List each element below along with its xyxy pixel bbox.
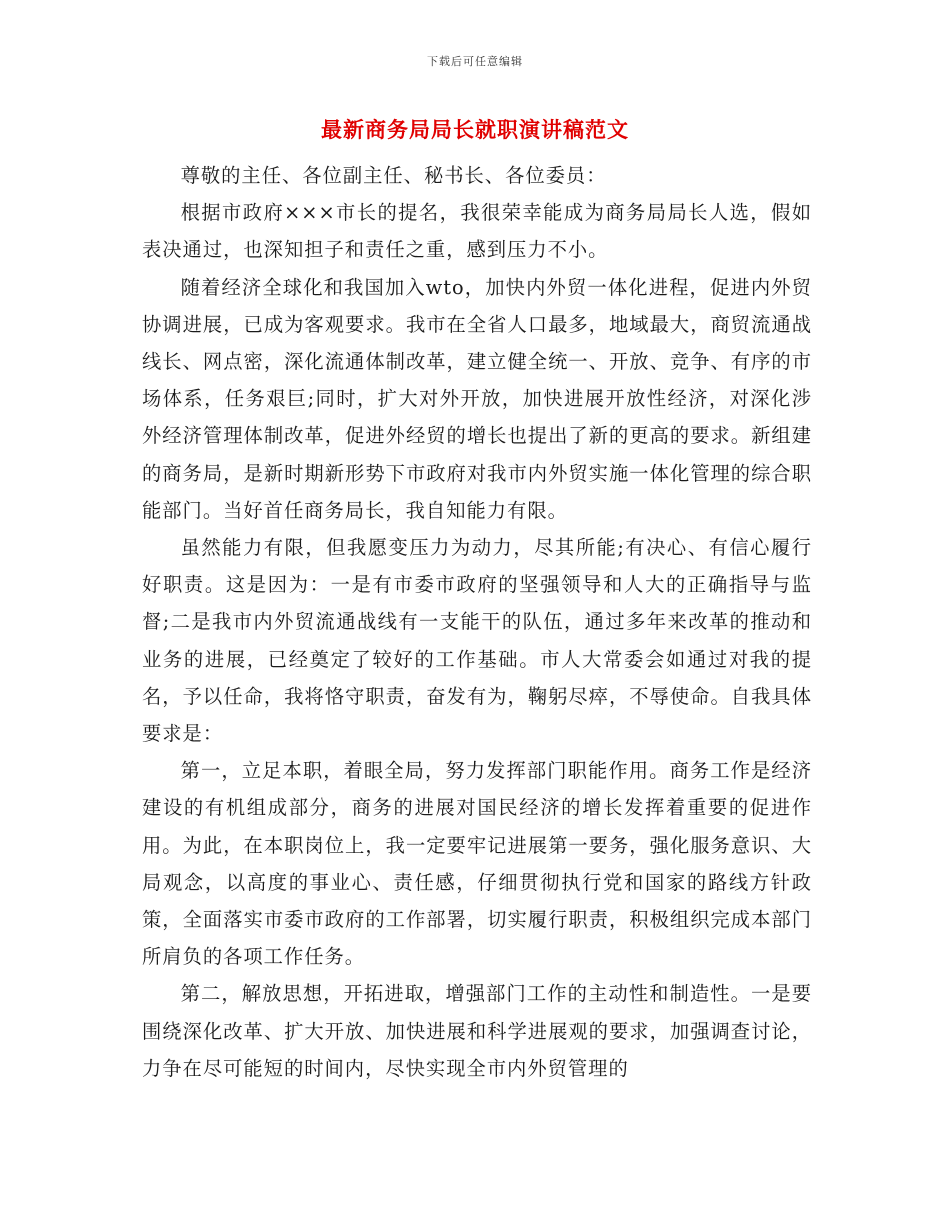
- paragraph-salutation: 尊敬的主任、各位副主任、秘书长、各位委员：: [180, 164, 607, 187]
- paragraph: 根据市政府×××市长的提名，我很荣幸能成为商务局局长人选，假如表决通过，也深知担子和责任之重，感到压力不小。: [142, 201, 812, 262]
- paragraph: 随着经济全球化和我国加入wto，加快内外贸一体化进程，促进内外贸协调进展，已成为客观要求。我市在全省人口最多，地域最大，商贸流通战线长、网点密，深化流通体制改革，建立健全统一、开放、竞争、有序的市场体系，任务艰巨;同时，扩大对外开放，加快进展开放性经济，对深化涉外经济管理体制改革，促进外经贸的增长也提出了新的更高的要求。新组建的商务局，是新时期新形势下市政府对我市内外贸实施一体化管理的综合职能部门。当好首任商务局长，我自知能力有限。: [142, 275, 812, 522]
- page-header-note: 下载后可任意编辑: [427, 55, 523, 68]
- document-title: 最新商务局局长就职演讲稿范文: [321, 117, 629, 142]
- paragraph: 第一，立足本职，着眼全局，努力发挥部门职能作用。商务工作是经济建设的有机组成部分，商务的进展对国民经济的增长发挥着重要的促进作用。为此，在本职岗位上，我一定要牢记进展第一要务，强化服务意识、大局观念，以高度的事业心、责任感，仔细贯彻执行党和国家的路线方针政策，全面落实市委市政府的工作部署，切实履行职责，积极组织完成本部门所肩负的各项工作任务。: [142, 759, 812, 969]
- paragraph: 虽然能力有限，但我愿变压力为动力，尽其所能;有决心、有信心履行好职责。这是因为：一是有市委市政府的坚强领导和人大的正确指导与监督;二是我市内外贸流通战线有一支能干的队伍，通过多年来改革的推动和业务的进展，已经奠定了较好的工作基础。市人大常委会如通过对我的提名，予以任命，我将恪守职责，奋发有为，鞠躬尽瘁，不辱使命。自我具体要求是：: [142, 536, 812, 746]
- paragraph: 第二，解放思想，开拓进取，增强部门工作的主动性和制造性。一是要围绕深化改革、扩大开放、加快进展和科学进展观的要求，加强调查讨论，力争在尽可能短的时间内，尽快实现全市内外贸管理的: [142, 982, 812, 1080]
- document-body: [142, 157, 812, 1087]
